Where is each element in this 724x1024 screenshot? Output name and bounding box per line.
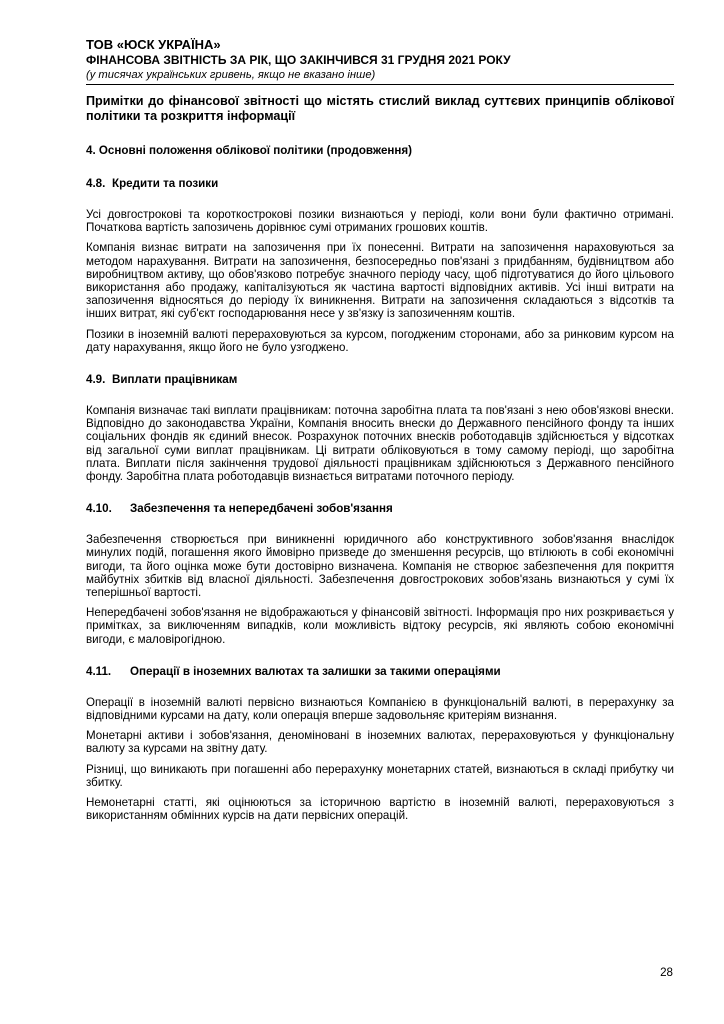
subsection-4-9 bbox=[86, 373, 674, 483]
currency-note: (у тисячах українських гривень, якщо не вказано інше) bbox=[86, 69, 376, 81]
paragraph: Компанія визнає витрати на запозичення при їх понесенні. Витрати на запозичення нараховуються за методом нарахування. Витрати на запозичення, безпосередньо пов'язані з придбанням, будівництвом або виробництвом активу, що обов'язково потребує значного періоду часу, щоб підготуватися до його цільового використання або продажу, капіталізуються як частина вартості відповідних активів. Усі інші витрати на запозичення відносяться до періоду їх виникнення. Витрати на запозичення складаються з відсотків та інших витрат, які суб'єкт господарювання несе у зв'язку із запозиченням коштів. bbox=[86, 241, 674, 321]
page-number: 28 bbox=[660, 966, 673, 979]
subsection-heading bbox=[86, 665, 674, 679]
subsection-title: Операції в іноземних валютах та залишки за такими операціями bbox=[130, 664, 501, 678]
subsection-number: 4.10. bbox=[86, 502, 112, 516]
subsection-number: 4.11. bbox=[86, 664, 112, 678]
subsection-number: 4.8. bbox=[86, 177, 106, 190]
document-header bbox=[86, 37, 674, 85]
paragraph: Непередбачені зобов'язання не відображаються у фінансовій звітності. Інформація про них розкривається у примітках, за виключенням випадків, коли можливість відтоку ресурсів, які являють собою економічні вигоди, є маловірогідною. bbox=[86, 606, 674, 646]
subsection-4-8 bbox=[86, 177, 674, 354]
notes-title: Примітки до фінансової звітності що містять стислий виклад суттєвих принципів облікової політики та розкриття інформації bbox=[86, 94, 674, 123]
subsection-title: Забезпечення та непередбачені зобов'язання bbox=[130, 502, 393, 516]
paragraph: Компанія визначає такі виплати працівникам: поточна заробітна плата та пов'язані з нею обов'язкові внески. Відповідно до законодавства України, Компанія вносить внески до Державного пенсійного фонду та інших соціальних фондів як єдиний внесок. Розрахунок поточних внесків роботодавців здійснюється у відсотках від загальної суми виплат працівникам. Ці витрати обліковуються в тому самому періоді, що заробітна плата. Виплати після закінчення трудової діяльності працівникам здійснюються з Державного пенсійного фонду. Заробітна плата роботодавців визнається витратами поточного періоду. bbox=[86, 404, 674, 484]
subsection-4-10 bbox=[86, 502, 674, 646]
subsection-heading bbox=[86, 373, 674, 387]
subsection-title: Кредити та позики bbox=[112, 177, 219, 190]
paragraph: Позики в іноземній валюті перераховуються за курсом, погодженим сторонами, або за ринковим курсом на дату нарахування, якщо його не було узгоджено. bbox=[86, 327, 674, 354]
paragraph: Усі довгострокові та короткострокові позики визнаються у періоді, коли вони були фактично отримані. Початкова вартість запозичень дорівнює сумі отриманих грошових коштів. bbox=[86, 208, 674, 235]
subsection-number: 4.9. bbox=[86, 373, 106, 387]
paragraph: Монетарні активи і зобов'язання, деноміновані в іноземних валютах, перераховуються у функціональну валюту за курсами на звітну дату. bbox=[86, 729, 674, 756]
paragraph: Немонетарні статті, які оцінюються за історичною вартістю в іноземній валюті, перераховуються з використанням обмінних курсів на дати первісних операцій. bbox=[86, 796, 674, 823]
subsection-heading bbox=[86, 502, 674, 516]
subsection-4-11 bbox=[86, 665, 674, 823]
paragraph: Операції в іноземній валюті первісно визнаються Компанією в функціональній валюті, в перерахунку за відповідними курсами на дату, коли операція вперше задовольняє критеріям визнання. bbox=[86, 695, 674, 723]
subsection-title: Виплати працівникам bbox=[112, 373, 238, 387]
section-title: 4. Основні положення облікової політики (продовження) bbox=[86, 144, 413, 157]
report-title: ФІНАНСОВА ЗВІТНІСТЬ ЗА РІК, ЩО ЗАКІНЧИВСЯ 31 ГРУДНЯ 2021 РОКУ bbox=[86, 53, 511, 67]
paragraph: Різниці, що виникають при погашенні або перерахунку монетарних статей, визнаються в складі прибутку чи збитку. bbox=[86, 762, 674, 789]
document-page bbox=[86, 37, 674, 823]
subsection-heading bbox=[86, 177, 674, 191]
company-name: ТОВ «ЮСК УКРАЇНА» bbox=[86, 37, 221, 52]
paragraph: Забезпечення створюється при виникненні юридичного або конструктивного зобов'язання внаслідок минулих подій, погашення якого ймовірно призведе до зменшення ресурсів, що втілюють в собі економічні вигоди, та його оцінка може бути достовірно визначена. Компанія не створює забезпечення для покриття майбутніх збитків від власної діяльності. Забезпечення довгострокових зобов'язань визнаються у сумі їх теперішньої вартості. bbox=[86, 533, 674, 600]
header-divider bbox=[86, 84, 674, 85]
